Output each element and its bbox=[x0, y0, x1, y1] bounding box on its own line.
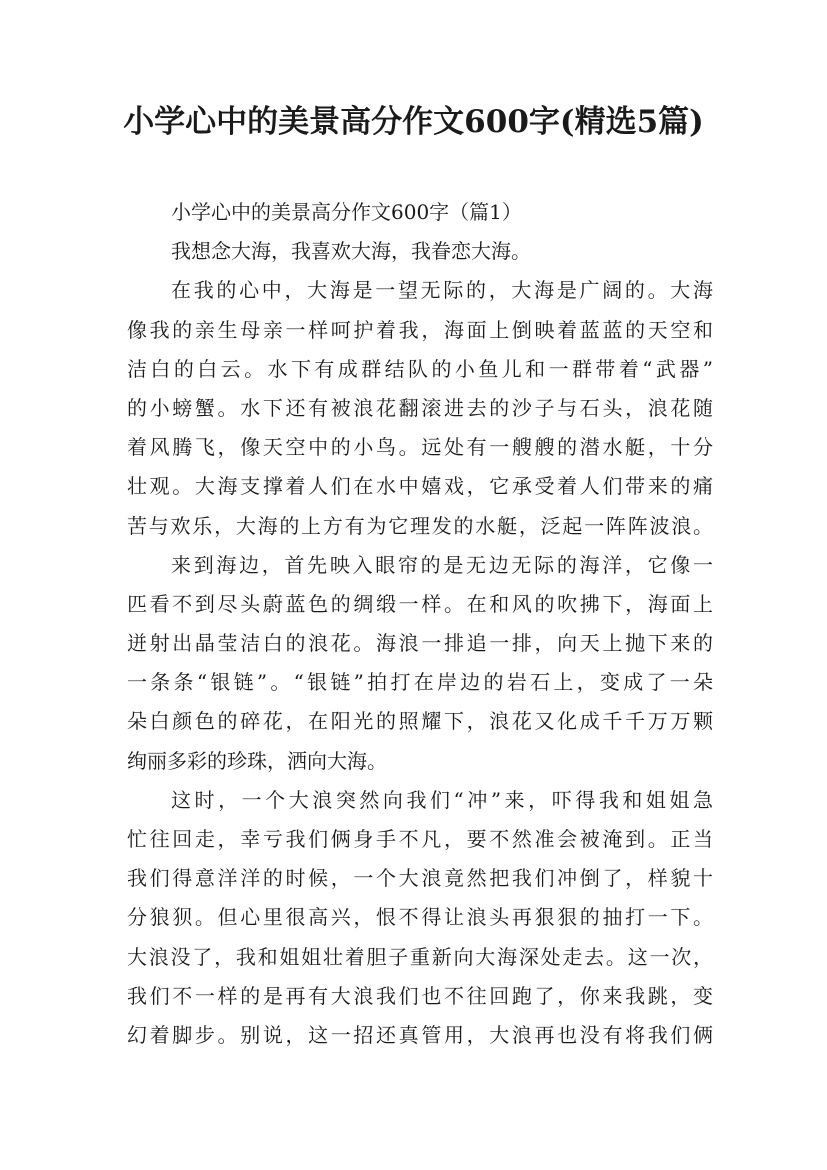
paragraph-line: 我们不一样的是再有大浪我们也不往回跑了，你来我跳，变 bbox=[127, 983, 713, 1008]
paragraph-line: 忙往回走，幸亏我们俩身手不凡，要不然准会被淹到。正当 bbox=[127, 827, 713, 851]
paragraph-line: 来到海边，首先映入眼帘的是无边无际的海洋，它像一 bbox=[171, 552, 713, 577]
paragraph-line: 壮观。大海支撑着人们在水中嬉戏，它承受着人们带来的痛 bbox=[127, 474, 713, 499]
paragraph-line: 朵白颜色的碎花，在阳光的照耀下，浪花又化成千千万万颗 bbox=[127, 709, 713, 734]
paragraph-line: 这时，一个大浪突然向我们“冲”来，吓得我和姐姐急 bbox=[171, 787, 713, 812]
paragraph-line: 分狼狈。但心里很高兴，恨不得让浪头再狠狠的抽打一下。 bbox=[127, 905, 713, 930]
paragraph-line: 一条条“银链”。“银链”拍打在岸边的岩石上，变成了一朵 bbox=[127, 670, 713, 695]
paragraph-line: 像我的亲生母亲一样呵护着我，海面上倒映着蓝蓝的天空和 bbox=[127, 317, 713, 342]
paragraph-line: 幻着脚步。别说，这一招还真管用，大浪再也没有将我们俩 bbox=[127, 1022, 713, 1047]
paragraph-line: 在我的心中，大海是一望无际的，大海是广阔的。大海 bbox=[171, 278, 713, 303]
paragraph-line: 洁白的白云。水下有成群结队的小鱼儿和一群带着“武器” bbox=[127, 356, 713, 381]
document-title: 小学心中的美景高分作文600字(精选5篇) bbox=[123, 104, 704, 140]
paragraph-line: 大浪没了，我和姐姐壮着胆子重新向大海深处走去。这一次， bbox=[127, 944, 713, 969]
paragraph-line: 绚丽多彩的珍珠，洒向大海。 bbox=[127, 748, 387, 773]
paragraph-line: 着风腾飞，像天空中的小鸟。远处有一艘艘的潜水艇，十分 bbox=[127, 435, 713, 460]
paragraph-line: 我想念大海，我喜欢大海，我眷恋大海。 bbox=[171, 239, 531, 264]
paragraph-line: 我们得意洋洋的时候，一个大浪竟然把我们冲倒了，样貌十 bbox=[127, 866, 713, 891]
document-body bbox=[127, 193, 713, 1055]
paragraph-line: 匹看不到尽头蔚蓝色的绸缎一样。在和风的吹拂下，海面上 bbox=[127, 591, 713, 616]
paragraph-line: 苦与欢乐，大海的上方有为它理发的水艇，泛起一阵阵波浪。 bbox=[127, 513, 713, 538]
paragraph-line: 的小螃蟹。水下还有被浪花翻滚进去的沙子与石头，浪花随 bbox=[127, 395, 713, 420]
paragraph-line: 迸射出晶莹洁白的浪花。海浪一排追一排，向天上抛下来的 bbox=[127, 631, 713, 656]
section-heading: 小学心中的美景高分作文600字（篇1） bbox=[171, 200, 522, 224]
